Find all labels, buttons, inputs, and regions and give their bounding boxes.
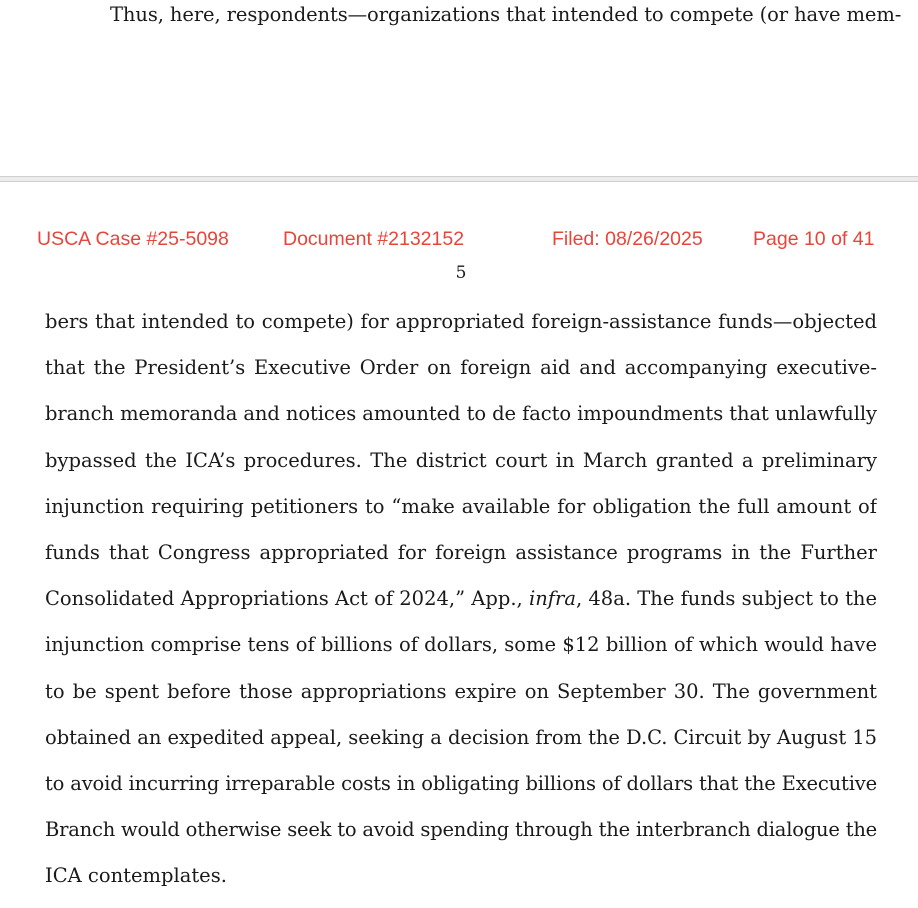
body-line: obtained an expedited appeal, seeking a decision from the D.C. Circuit by August 15 — [45, 725, 877, 749]
case-number-stamp: USCA Case #25-5098 — [37, 228, 229, 250]
body-line: that the President’s Executive Order on foreign aid and accompanying executive- — [45, 356, 877, 380]
body-line: funds that Congress appropriated for foreign assistance programs in the Further — [45, 540, 877, 564]
body-line: bypassed the ICA’s procedures. The district court in March granted a preliminary — [45, 448, 877, 472]
body-line: branch memoranda and notices amounted to de facto impoundments that unlawfully — [45, 402, 877, 426]
previous-page-fragment — [0, 0, 918, 176]
previous-page-last-line: Thus, here, respondents—organizations that intended to compete (or have mem- — [110, 3, 902, 26]
body-line-citation — [45, 585, 877, 631]
body-line: bers that intended to compete) for appropriated foreign-assistance funds—objected — [45, 310, 877, 333]
body-line: to avoid incurring irreparable costs in obligating billions of dollars that the Executive — [45, 771, 877, 795]
document-number-stamp: Document #2132152 — [283, 228, 465, 250]
body-line: injunction requiring petitioners to “make available for obligation the full amount of — [45, 494, 877, 518]
citation-text-after: , 48a. The funds subject to the — [575, 587, 877, 611]
page-count-stamp: Page 10 of 41 — [753, 228, 875, 250]
citation-text-before: Consolidated Appropriations Act of 2024,” App., — [45, 587, 529, 611]
page-separator — [0, 176, 918, 182]
body-paragraph — [45, 308, 877, 908]
citation-italic-infra: infra — [528, 587, 576, 611]
filed-date-stamp: Filed: 08/26/2025 — [552, 228, 703, 250]
page-number: 5 — [455, 263, 467, 283]
body-line: Branch would otherwise seek to avoid spending through the interbranch dialogue the — [45, 818, 877, 842]
body-line: to be spent before those appropriations expire on September 30. The government — [45, 679, 877, 703]
body-line-final: ICA contemplates. — [45, 864, 227, 888]
body-line: injunction comprise tens of billions of dollars, some $12 billion of which would have — [45, 633, 877, 657]
